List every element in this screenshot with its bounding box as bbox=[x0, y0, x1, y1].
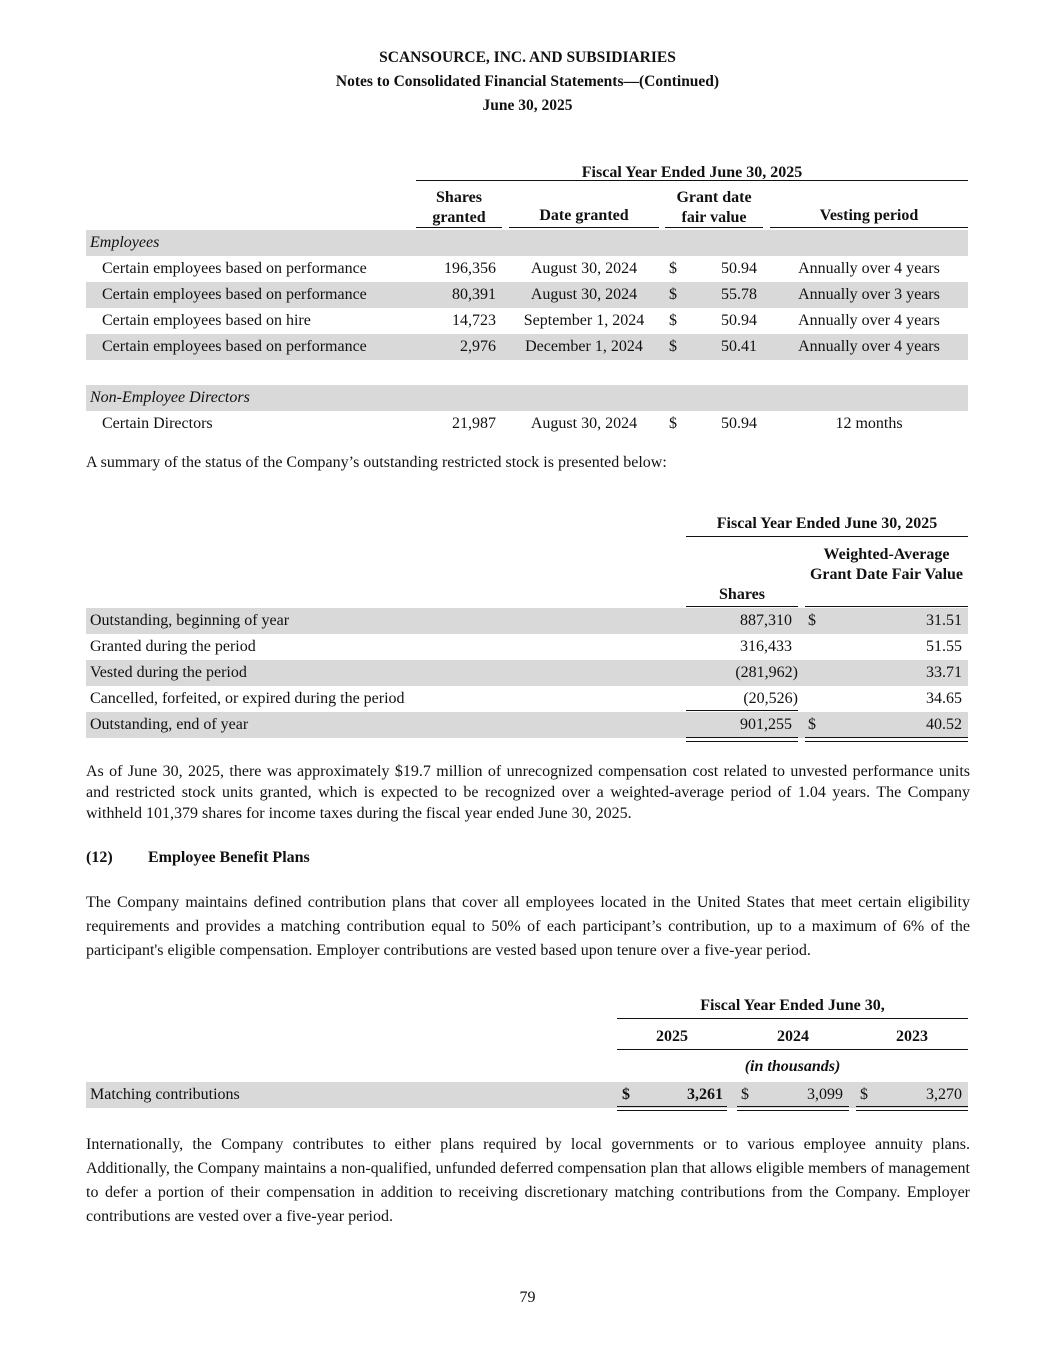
grant-date: August 30, 2024 bbox=[530, 286, 638, 303]
col-grant-fair-value: Grant date fair value bbox=[676, 189, 752, 226]
value-2025: 3,261 bbox=[687, 1086, 723, 1103]
col-underline bbox=[665, 227, 763, 228]
stock-currency: $ bbox=[808, 716, 816, 733]
value-2023: 3,270 bbox=[926, 1086, 962, 1103]
company-title: SCANSOURCE, INC. AND SUBSIDIARIES bbox=[379, 49, 676, 66]
currency-2025: $ bbox=[622, 1086, 630, 1103]
unrecognized-cost-paragraph: As of June 30, 2025, there was approximately $19.7 million of unrecognized compensation cost related to unvested performance units and restricted stock units granted, which is expected to be recognized over a weighted-average period of 1.04 years. The Company withheld 101,379 shares for income taxes during the fiscal year ended June 30, 2025. bbox=[86, 763, 970, 822]
grant-desc: Certain employees based on hire bbox=[102, 312, 311, 329]
table-row bbox=[86, 334, 968, 360]
currency-2023: $ bbox=[860, 1086, 868, 1103]
stock-shares: 901,255 bbox=[740, 716, 792, 733]
currency-2024: $ bbox=[741, 1086, 749, 1103]
stock-row-label: Outstanding, end of year bbox=[90, 716, 249, 733]
summary-intro: A summary of the status of the Company’s outstanding restricted stock is presented below: bbox=[86, 454, 667, 471]
year-header-2024: 2024 bbox=[777, 1028, 809, 1045]
grant-vesting: 12 months bbox=[835, 415, 903, 432]
col-underline bbox=[509, 227, 659, 228]
benefit-plans-paragraph: The Company maintains defined contribution plans that cover all employees located in the United States that meet certain eligibility requirements and provides a matching contribution equal to 50% of each participant’s contribution, up to a maximum of 6% of the participant's eligible compensation. Employer contributions are vested based upon tenure over a five-year period. bbox=[86, 894, 970, 959]
value-2024: 3,099 bbox=[807, 1086, 843, 1103]
directors-label: Non-Employee Directors bbox=[90, 389, 250, 406]
stock-row-label: Cancelled, forfeited, or expired during the period bbox=[90, 690, 405, 707]
employees-label: Employees bbox=[90, 234, 160, 251]
table-row bbox=[86, 660, 968, 686]
grant-vesting: Annually over 4 years bbox=[798, 260, 940, 277]
stock-value: 31.51 bbox=[926, 612, 962, 629]
grant-fair-value: 55.78 bbox=[721, 286, 757, 303]
units-label: (in thousands) bbox=[744, 1058, 841, 1075]
grants-period-underline bbox=[416, 180, 968, 181]
col-underline bbox=[770, 227, 968, 228]
grant-desc: Certain employees based on performance bbox=[102, 286, 367, 303]
col-weighted-average-fv: Weighted-Average Grant Date Fair Value bbox=[809, 546, 964, 583]
grant-currency: $ bbox=[669, 415, 677, 432]
total-double-underline bbox=[686, 737, 798, 742]
section-number: (12) bbox=[86, 849, 113, 866]
grant-shares: 196,356 bbox=[444, 260, 496, 277]
table-row bbox=[86, 256, 968, 282]
international-plans-paragraph: Internationally, the Company contributes to either plans required by local governments or to various employee annuity plans. Additionally, the Company maintains a non-qualified, unfunded deferred compensation plan that allows eligible members of management to defer a portion of their compensation in addition to receiving discretionary matching contributions from the Company. Employer contributions are vested over a five-year period. bbox=[86, 1136, 970, 1225]
col-underline bbox=[805, 606, 968, 607]
employees-section-row bbox=[86, 230, 968, 256]
col-underline bbox=[416, 227, 502, 228]
stock-value: 40.52 bbox=[926, 716, 962, 733]
stock-shares: 887,310 bbox=[740, 612, 792, 629]
grant-currency: $ bbox=[669, 286, 677, 303]
grant-currency: $ bbox=[669, 260, 677, 277]
stock-currency: $ bbox=[808, 612, 816, 629]
grant-date: December 1, 2024 bbox=[525, 338, 643, 355]
table-row bbox=[86, 282, 968, 308]
restricted-period-underline bbox=[686, 536, 968, 537]
table-row bbox=[86, 712, 968, 738]
year-underline bbox=[617, 1049, 968, 1050]
grant-desc: Certain Directors bbox=[102, 415, 213, 432]
grant-date: August 30, 2024 bbox=[530, 260, 638, 277]
stock-row-label: Granted during the period bbox=[90, 638, 256, 655]
col-date-granted: Date granted bbox=[539, 207, 629, 224]
grant-vesting: Annually over 4 years bbox=[798, 338, 940, 355]
section-title: Employee Benefit Plans bbox=[148, 849, 310, 866]
grant-currency: $ bbox=[669, 338, 677, 355]
matching-period-underline bbox=[617, 1018, 968, 1019]
total-double-underline bbox=[856, 1106, 968, 1111]
grant-desc: Certain employees based on performance bbox=[102, 338, 367, 355]
year-header-2023: 2023 bbox=[896, 1028, 928, 1045]
total-double-underline bbox=[737, 1106, 849, 1111]
statement-date: June 30, 2025 bbox=[482, 97, 573, 114]
grant-shares: 80,391 bbox=[452, 286, 496, 303]
table-row bbox=[86, 411, 968, 437]
grant-shares: 21,987 bbox=[452, 415, 496, 432]
stock-shares: (281,962) bbox=[735, 664, 798, 681]
restricted-period-header: Fiscal Year Ended June 30, 2025 bbox=[716, 515, 938, 532]
notes-subtitle: Notes to Consolidated Financial Statements—(Continued) bbox=[335, 73, 720, 90]
directors-section-row bbox=[86, 385, 968, 411]
col-shares-granted: Shares granted bbox=[432, 189, 486, 226]
stock-shares: 316,433 bbox=[740, 638, 792, 655]
grant-vesting: Annually over 4 years bbox=[798, 312, 940, 329]
stock-row-label: Outstanding, beginning of year bbox=[90, 612, 290, 629]
subtotal-underline bbox=[686, 710, 798, 711]
grant-desc: Certain employees based on performance bbox=[102, 260, 367, 277]
grant-fair-value: 50.94 bbox=[721, 415, 757, 432]
col-vesting-period: Vesting period bbox=[819, 207, 919, 224]
grant-vesting: Annually over 3 years bbox=[798, 286, 940, 303]
stock-value: 34.65 bbox=[926, 690, 962, 707]
grant-fair-value: 50.41 bbox=[721, 338, 757, 355]
table-row bbox=[86, 608, 968, 634]
grant-shares: 2,976 bbox=[460, 338, 496, 355]
col-shares: Shares bbox=[719, 586, 765, 603]
grants-period-header: Fiscal Year Ended June 30, 2025 bbox=[581, 164, 803, 181]
stock-value: 33.71 bbox=[926, 664, 962, 681]
year-header-2025: 2025 bbox=[656, 1028, 688, 1045]
table-row bbox=[86, 308, 968, 334]
grant-date: September 1, 2024 bbox=[523, 312, 645, 329]
grant-fair-value: 50.94 bbox=[721, 312, 757, 329]
stock-row-label: Vested during the period bbox=[90, 664, 247, 681]
total-double-underline bbox=[805, 737, 968, 742]
grant-fair-value: 50.94 bbox=[721, 260, 757, 277]
stock-value: 51.55 bbox=[926, 638, 962, 655]
matching-label: Matching contributions bbox=[90, 1086, 240, 1103]
grant-shares: 14,723 bbox=[452, 312, 496, 329]
table-row bbox=[86, 686, 968, 712]
col-underline bbox=[686, 606, 798, 607]
grant-currency: $ bbox=[669, 312, 677, 329]
page-number: 79 bbox=[519, 1289, 536, 1306]
grant-date: August 30, 2024 bbox=[530, 415, 638, 432]
table-row bbox=[86, 1082, 968, 1108]
matching-period-header: Fiscal Year Ended June 30, bbox=[700, 997, 885, 1014]
stock-shares: (20,526) bbox=[743, 690, 798, 707]
table-row bbox=[86, 634, 968, 660]
total-double-underline bbox=[617, 1106, 727, 1111]
